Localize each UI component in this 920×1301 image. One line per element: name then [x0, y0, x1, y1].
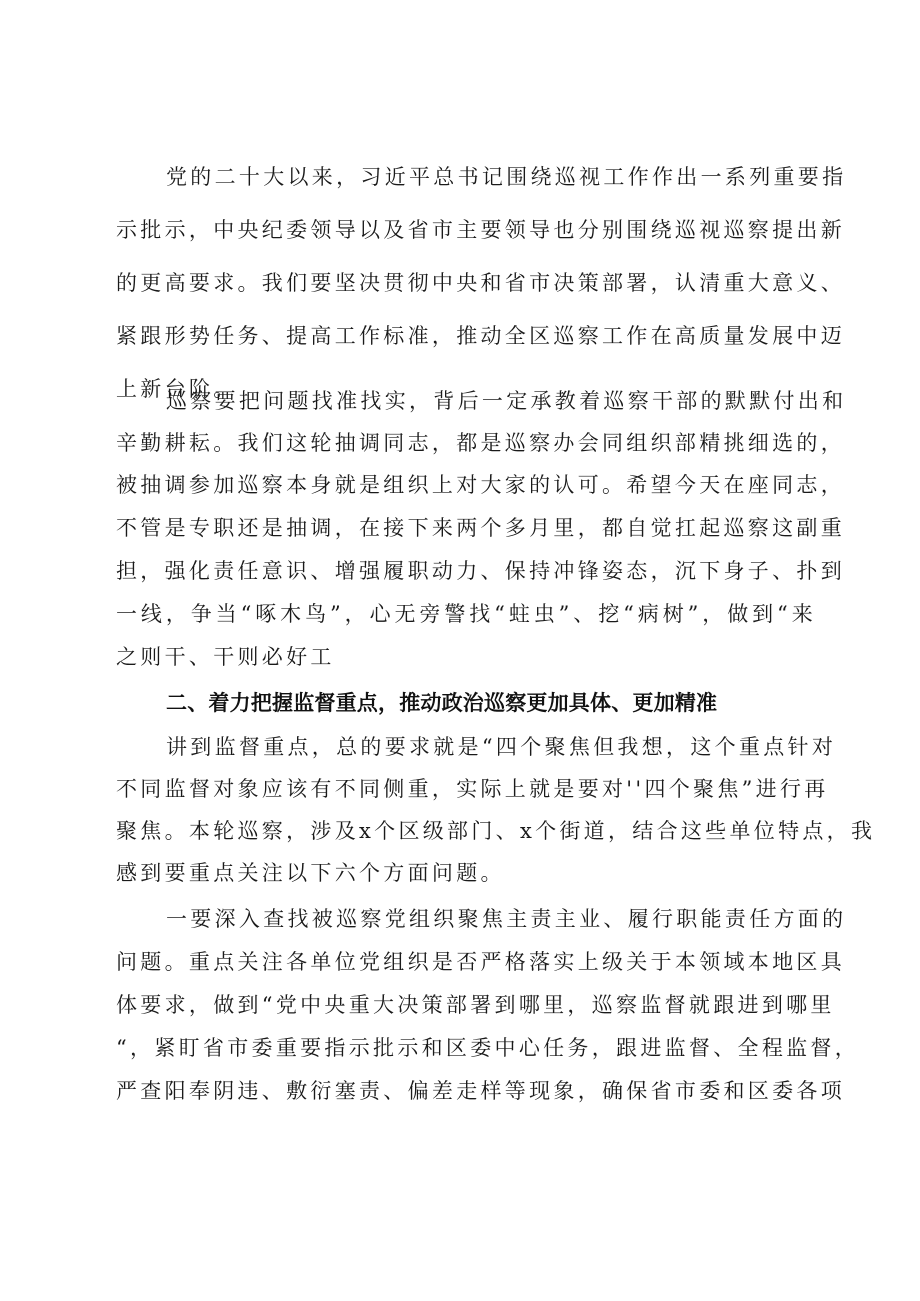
- paragraph-line: 聚焦。本轮巡察，涉及x个区级部门、x个街道，结合这些单位特点，我: [116, 819, 876, 843]
- paragraph-line: 辛勤耕耘。我们这轮抽调同志，都是巡察办会同组织部精挑细选的，: [116, 431, 845, 455]
- paragraph-line: 之则干、干则必好工: [116, 645, 335, 669]
- paragraph-line: “，紧盯省市委重要指示批示和区委中心任务，跟进监督、全程监督，: [116, 1036, 860, 1060]
- paragraph-line: 的更高要求。我们要坚决贯彻中央和省市决策部署，认清重大意义、: [116, 271, 845, 295]
- paragraph-line: 一线，争当“啄木鸟”，心无旁警找“蛀虫”、挖“病树”，做到“来: [116, 602, 816, 626]
- paragraph-line: 感到要重点关注以下六个方面问题。: [116, 861, 505, 885]
- paragraph-line: 讲到监督重点，总的要求就是“四个聚焦但我想，这个重点针对: [166, 735, 837, 759]
- paragraph-line: 不管是专职还是抽调，在接下来两个多月里，都自觉扛起巡察这副重: [116, 516, 845, 540]
- paragraph-line: 不同监督对象应该有不同侧重，实际上就是要对''四个聚焦”进行再: [116, 777, 829, 801]
- paragraph-line: 上新台阶。: [116, 377, 238, 401]
- paragraph-line: 紧跟形势任务、提高工作标准，推动全区巡察工作在高质量发展中迈: [116, 324, 845, 348]
- paragraph-line: 严查阳奉阴违、敷衍塞责、偏差走样等现象，确保省市委和区委各项: [116, 1079, 845, 1103]
- paragraph-line: 示批示，中央纪委领导以及省市主要领导也分别围绕巡视巡察提出新: [116, 218, 845, 242]
- paragraph-line: 党的二十大以来，习近平总书记围绕巡视工作作出一系列重要指: [166, 165, 847, 189]
- paragraph-line: 被抽调参加巡察本身就是组织上对大家的认可。希望今天在座同志，: [116, 473, 845, 497]
- paragraph-line: 一要深入查找被巡察党组织聚焦主责主业、履行职能责任方面的: [166, 907, 847, 931]
- section-heading: 二、着力把握监督重点，推动政治巡察更加具体、更加精准: [166, 691, 718, 715]
- paragraph-line: 体要求，做到“党中央重大决策部署到哪里，巡察监督就跟进到哪里: [116, 993, 835, 1017]
- paragraph-line: 巡察要把问题找准找实，背后一定承教着巡察干部的默默付出和: [166, 389, 847, 413]
- paragraph-line: 问题。重点关注各单位党组织是否严格落实上级关于本领域本地区具: [116, 950, 845, 974]
- paragraph-line: 担，强化责任意识、增强履职动力、保持冲锋姿态，沉下身子、扑到: [116, 559, 845, 583]
